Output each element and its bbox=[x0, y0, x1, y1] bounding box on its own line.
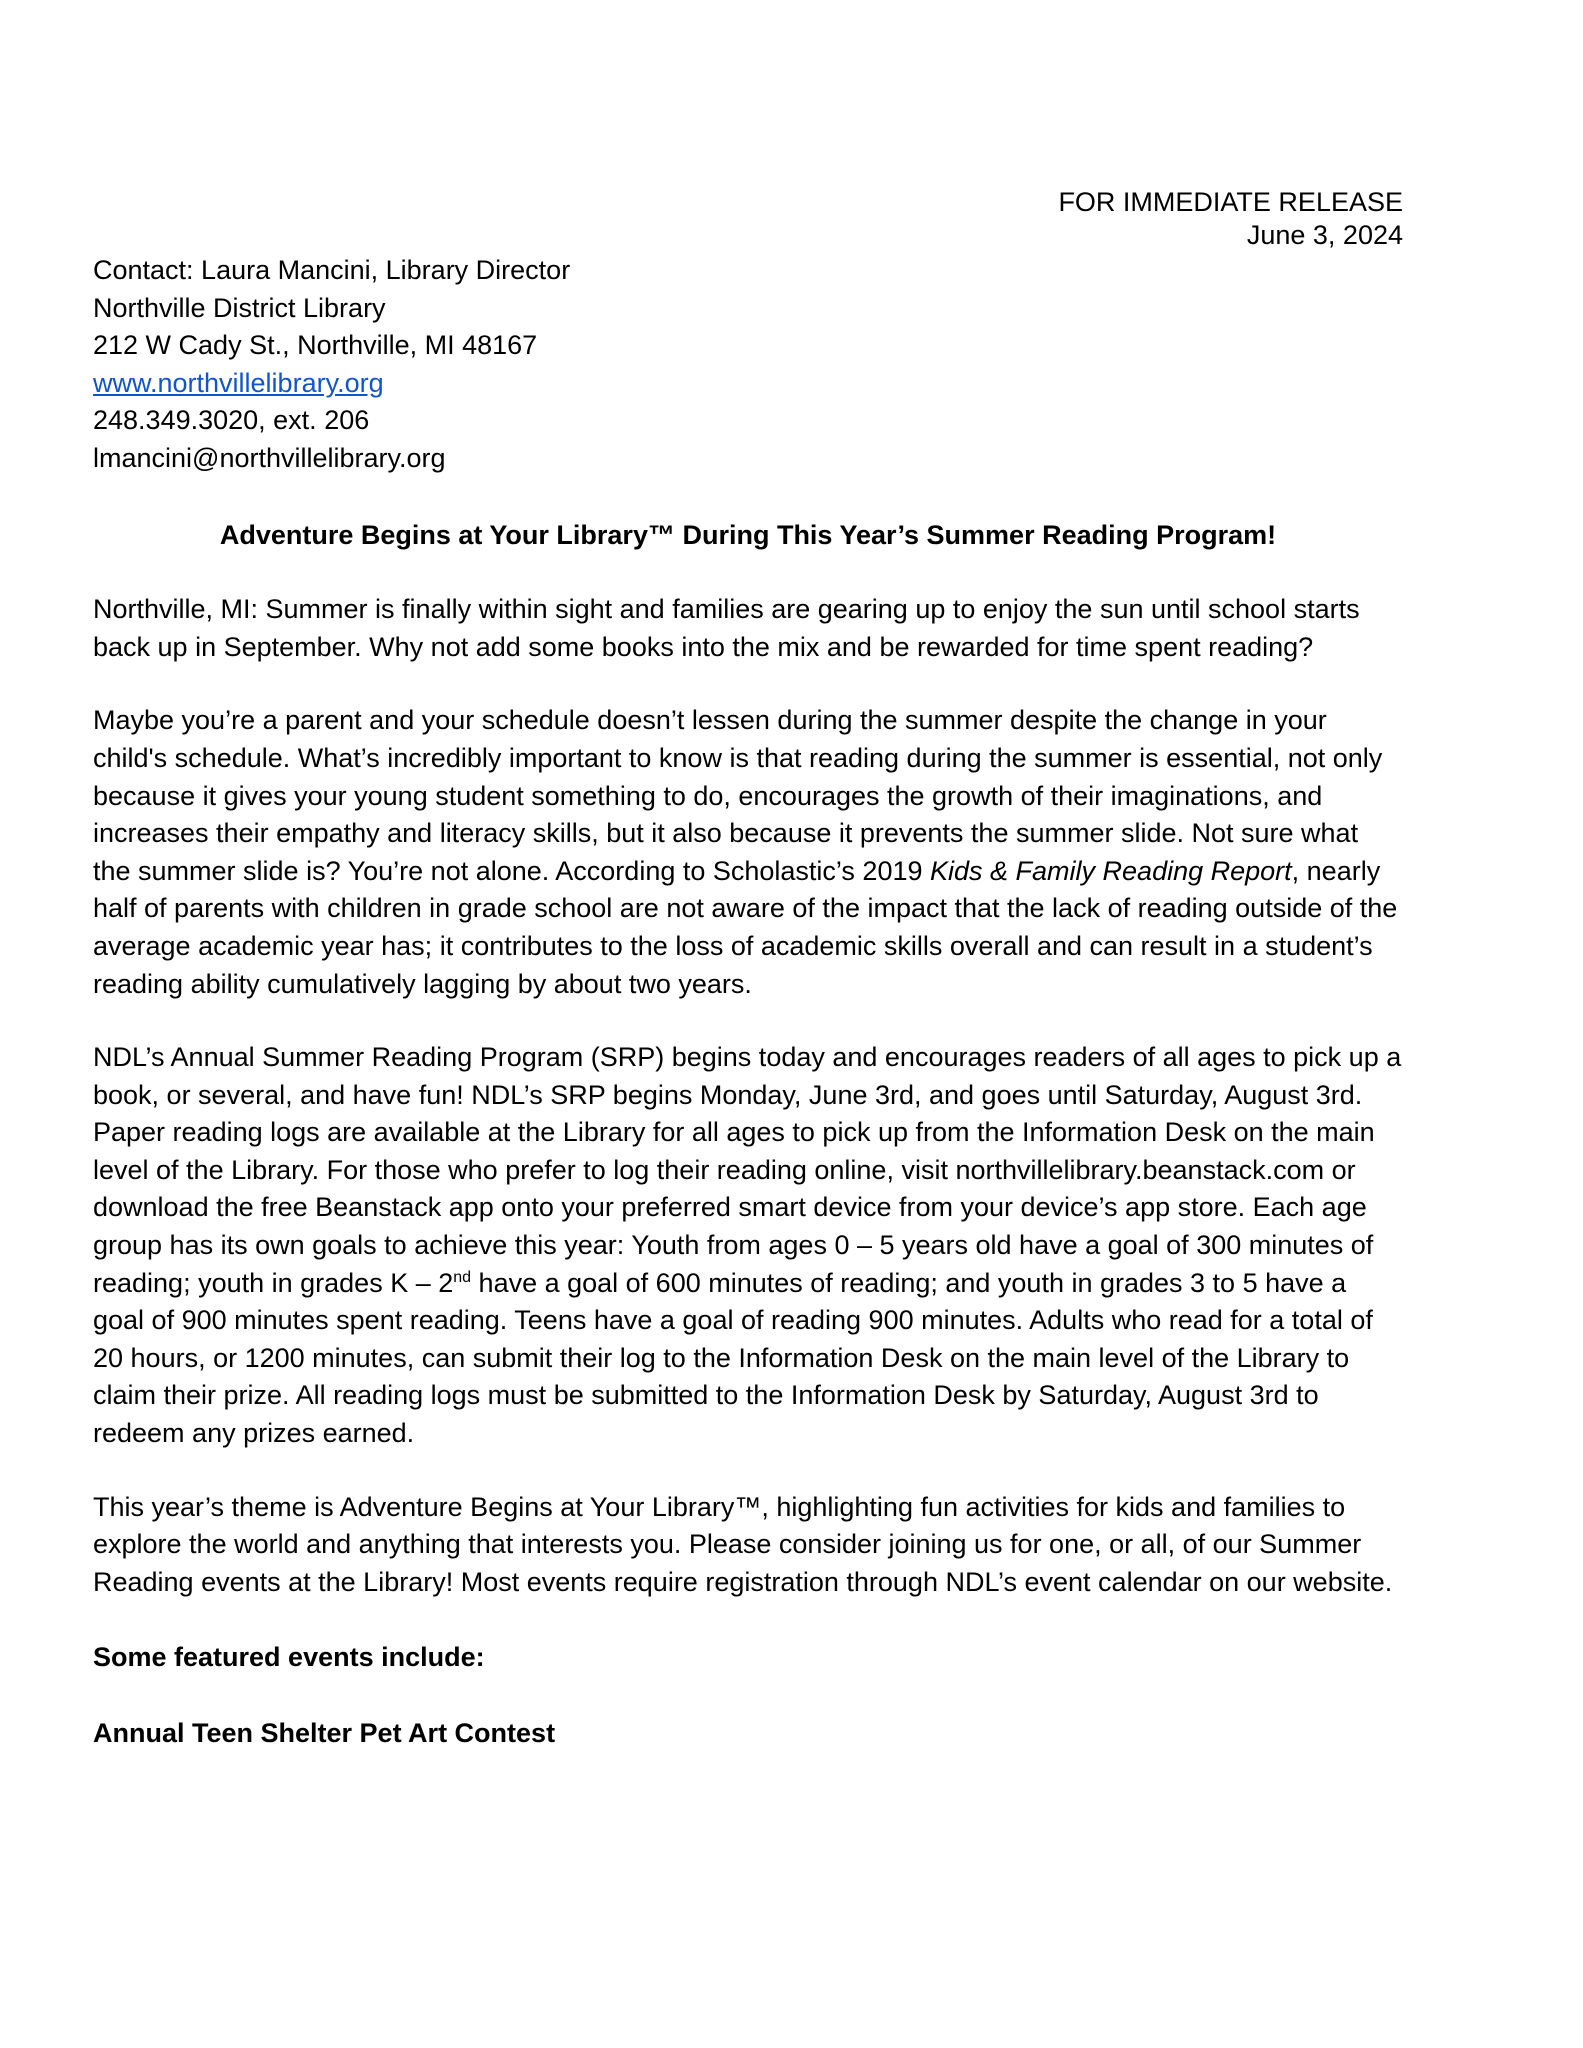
contact-block bbox=[93, 252, 1403, 478]
paragraph-program-text-b: have a goal of 600 minutes of reading; and youth in grades 3 to 5 have a goal of 900 minutes spent reading. Teens have a goal of reading 900 minutes. Adults who read for a total of 20 hours, or 1200 minutes, can submit their log to the Information Desk on the main level of the Library to claim their prize. All reading logs must be submitted to the Information Desk by Saturday, August 3rd to redeem any prizes earned. bbox=[93, 1267, 1373, 1449]
paragraph-intro: Northville, MI: Summer is finally within sight and families are gearing up to enjoy the sun until school starts back up in September. Why not add some books into the mix and be rewarded for time spent reading? bbox=[93, 594, 1360, 662]
paragraph-summer-slide bbox=[93, 702, 1403, 1003]
release-date: June 3, 2024 bbox=[1246, 220, 1403, 250]
release-label: FOR IMMEDIATE RELEASE bbox=[1058, 187, 1403, 217]
headline: Adventure Begins at Your Library™ During This Year’s Summer Reading Program! bbox=[219, 519, 1277, 550]
report-title: Kids & Family Reading Report bbox=[930, 855, 1292, 886]
paragraph-summer-slide-text-a: Maybe you’re a parent and your schedule doesn’t lessen during the summer despite the change in your child's schedule. What’s incredibly important to know is that reading during the summer is essential, not only because it gives your young student something to do, encourages the growth of their imaginations, and increases their empathy and literacy skills, but it also because it prevents the summer slide. Not sure what the summer slide is? You’re not alone. According to Scholastic’s 2019 bbox=[93, 705, 1383, 886]
contact-phone: 248.349.3020, ext. 206 bbox=[93, 405, 370, 436]
featured-events-heading: Some featured events include: bbox=[93, 1642, 485, 1673]
event-title-teen-art-contest: Annual Teen Shelter Pet Art Contest bbox=[93, 1718, 556, 1748]
contact-address: 212 W Cady St., Northville, MI 48167 bbox=[93, 330, 538, 361]
paragraph-program-details bbox=[93, 1039, 1403, 1453]
paragraph-theme: This year’s theme is Adventure Begins at Your Library™, highlighting fun activities for kids and families to explore the world and anything that interests you. Please consider joining us for one, or all, of our Summer Reading events at the Library! Most events require registration through NDL’s event calendar on our website. bbox=[93, 1491, 1393, 1597]
contact-email: lmancini@northvillelibrary.org bbox=[93, 442, 446, 473]
contact-organization: Northville District Library bbox=[93, 292, 386, 323]
contact-name: Contact: Laura Mancini, Library Director bbox=[93, 255, 571, 285]
website-link[interactable]: www.northvillelibrary.org bbox=[93, 367, 384, 398]
release-block bbox=[93, 186, 1403, 252]
press-release-page bbox=[93, 186, 1403, 1753]
ordinal-superscript: nd bbox=[453, 1268, 472, 1286]
paragraph-program-text-a: NDL’s Annual Summer Reading Program (SRP) begins today and encourages readers of all ages to pick up a book, or several, and have fun! NDL’s SRP begins Monday, June 3rd, and goes until Saturday, August 3rd. Paper reading logs are available at the Library for all ages to pick up from the Information Desk on the main level of the Library. For those who prefer to log their reading online, visit northvillelibrary.beanstack.com or download the free Beanstack app onto your preferred smart device from your device’s app store. Each age group has its own goals to achieve this year: Youth from ages 0 – 5 years old have a goal of 300 minutes of reading; youth in grades K – 2 bbox=[93, 1042, 1402, 1298]
paragraph-summer-slide-text-b: , nearly half of parents with children in grade school are not aware of the impact that the lack of reading outside of the average academic year has; it contributes to the loss of academic skills overall and can result in a student’s reading ability cumulatively lagging by about two years. bbox=[93, 855, 1398, 999]
